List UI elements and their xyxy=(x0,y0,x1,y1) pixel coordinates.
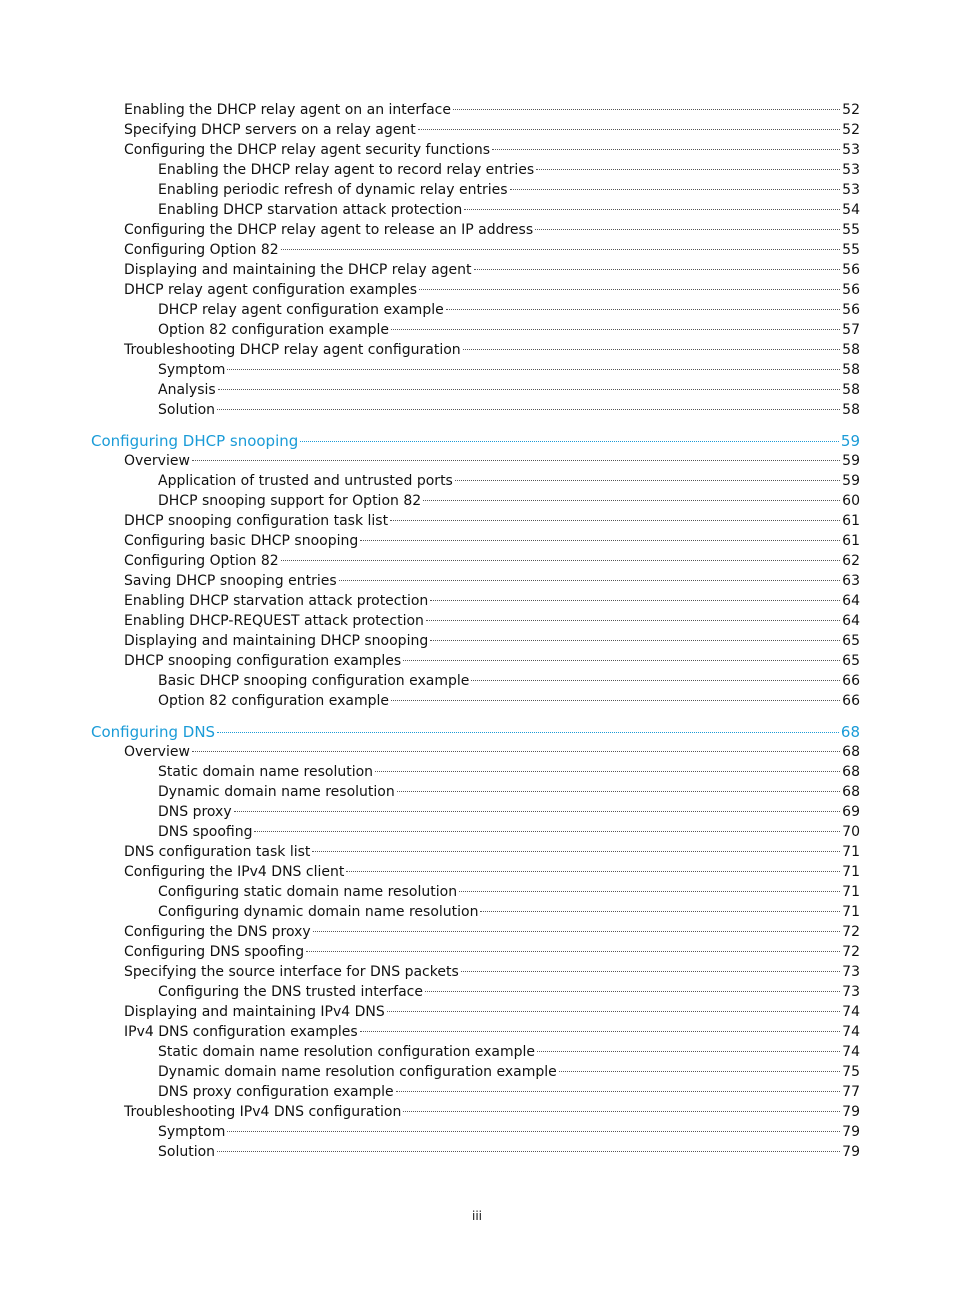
dot-leader xyxy=(281,560,841,561)
toc-entry-title: Application of trusted and untrusted ports xyxy=(158,473,453,489)
dot-leader xyxy=(430,600,840,601)
toc-entry-link[interactable] xyxy=(124,922,860,942)
dot-leader xyxy=(403,1111,840,1112)
toc-entry-link[interactable] xyxy=(124,220,860,240)
dot-leader xyxy=(423,500,840,501)
toc-entry-title: Analysis xyxy=(158,382,216,398)
toc-entry-title: Enabling DHCP starvation attack protection xyxy=(158,202,463,218)
toc-entry-link[interactable] xyxy=(124,260,860,280)
dot-leader xyxy=(459,891,840,892)
toc-entry-title: Displaying and maintaining DHCP snooping xyxy=(124,633,429,649)
toc-entry-page: 58 xyxy=(842,362,860,378)
toc-entry-title: DHCP relay agent configuration example xyxy=(158,302,444,318)
dot-leader xyxy=(559,1071,840,1072)
toc-entry-title: Symptom xyxy=(158,1124,226,1140)
toc-entry-link[interactable] xyxy=(158,491,860,511)
toc-entry-page: 79 xyxy=(842,1144,860,1160)
toc-entry-link[interactable] xyxy=(124,742,860,762)
toc-entry-page: 56 xyxy=(842,262,860,278)
dot-leader xyxy=(418,129,840,130)
toc-entry-link[interactable] xyxy=(124,240,860,260)
toc-entry-title: Saving DHCP snooping entries xyxy=(124,573,337,589)
toc-entry-link[interactable] xyxy=(158,160,860,180)
toc-entry-title: Overview xyxy=(124,453,190,469)
dot-leader xyxy=(306,951,840,952)
toc-entry-title: Configuring static domain name resolution xyxy=(158,884,458,900)
toc-entry-title: DNS configuration task list xyxy=(124,844,311,860)
toc-entry-page: 63 xyxy=(842,573,860,589)
toc-entry-page: 61 xyxy=(842,533,860,549)
toc-entry-page: 56 xyxy=(842,282,860,298)
toc-entry-title: IPv4 DNS configuration examples xyxy=(124,1024,358,1040)
dot-leader xyxy=(313,931,840,932)
toc-entry-page: 74 xyxy=(842,1044,860,1060)
toc-entry-page: 65 xyxy=(842,653,860,669)
toc-entry-page: 71 xyxy=(842,864,860,880)
toc-entry-link[interactable] xyxy=(158,360,860,380)
toc-entry-title: Displaying and maintaining IPv4 DNS xyxy=(124,1004,385,1020)
dot-leader xyxy=(387,1011,840,1012)
toc-entry-link[interactable] xyxy=(124,280,860,300)
toc-entry-link[interactable] xyxy=(124,551,860,571)
toc-entry-page: 64 xyxy=(842,613,860,629)
dot-leader xyxy=(234,811,841,812)
toc-entry-page: 71 xyxy=(842,844,860,860)
toc-entry-link[interactable] xyxy=(158,400,860,420)
toc-entry-page: 59 xyxy=(840,432,860,450)
toc-entry-title: Enabling the DHCP relay agent on an interface xyxy=(124,102,451,118)
toc-entry-title: DHCP snooping configuration task list xyxy=(124,513,389,529)
toc-entry-link[interactable] xyxy=(158,671,860,691)
toc-entry-page: 64 xyxy=(842,593,860,609)
page-number: iii xyxy=(471,1209,482,1223)
dot-leader xyxy=(426,620,840,621)
toc-entry-page: 55 xyxy=(842,242,860,258)
toc-entry-link[interactable] xyxy=(158,1042,860,1062)
toc-entry-title: Configuring basic DHCP snooping xyxy=(124,533,359,549)
toc-entry-page: 52 xyxy=(842,102,860,118)
toc-entry-title: DHCP relay agent configuration examples xyxy=(124,282,418,298)
toc-entry-title: Troubleshooting DHCP relay agent configuration xyxy=(124,342,461,358)
toc-entry-link[interactable] xyxy=(124,631,860,651)
toc-entry-link[interactable] xyxy=(158,882,860,902)
dot-leader xyxy=(339,580,841,581)
dot-leader xyxy=(471,680,840,681)
toc-entry-page: 74 xyxy=(842,1024,860,1040)
toc-entry-link[interactable] xyxy=(124,1102,860,1122)
toc-entry-title: Basic DHCP snooping configuration example xyxy=(158,673,470,689)
dot-leader xyxy=(535,229,840,230)
toc-entry-link[interactable] xyxy=(158,802,860,822)
toc-entry-page: 57 xyxy=(842,322,860,338)
dot-leader xyxy=(192,460,840,461)
toc-entry-page: 56 xyxy=(842,302,860,318)
toc-entry-title: Displaying and maintaining the DHCP relay agent xyxy=(124,262,472,278)
toc-entry-page: 65 xyxy=(842,633,860,649)
dot-leader xyxy=(463,349,841,350)
table-of-contents xyxy=(0,100,954,1162)
toc-entry-title: Configuring Option 82 xyxy=(124,242,279,258)
toc-entry-link[interactable] xyxy=(158,1142,860,1162)
toc-entry-link[interactable] xyxy=(158,762,860,782)
toc-entry-title: Configuring the DHCP relay agent to release an IP address xyxy=(124,222,534,238)
toc-entry-page: 58 xyxy=(842,342,860,358)
toc-entry-page: 58 xyxy=(842,382,860,398)
toc-entry-title: Configuring the DNS proxy xyxy=(124,924,311,940)
toc-entry-link[interactable] xyxy=(158,691,860,711)
toc-entry-title: Configuring the DHCP relay agent security functions xyxy=(124,142,491,158)
toc-entry-page: 71 xyxy=(842,904,860,920)
toc-entry-page: 77 xyxy=(842,1084,860,1100)
toc-entry-title: Enabling DHCP-REQUEST attack protection xyxy=(124,613,424,629)
toc-entry-link[interactable] xyxy=(158,1062,860,1082)
dot-leader xyxy=(192,751,840,752)
toc-entry-link[interactable] xyxy=(124,611,860,631)
toc-entry-page: 75 xyxy=(842,1064,860,1080)
toc-entry-page: 72 xyxy=(842,944,860,960)
toc-entry-page: 61 xyxy=(842,513,860,529)
toc-entry-link[interactable] xyxy=(124,651,860,671)
toc-entry-link[interactable] xyxy=(124,531,860,551)
dot-leader xyxy=(453,109,840,110)
toc-entry-page: 55 xyxy=(842,222,860,238)
toc-entry-page: 52 xyxy=(842,122,860,138)
toc-entry-title: DNS proxy configuration example xyxy=(158,1084,394,1100)
toc-entry-link[interactable] xyxy=(124,1022,860,1042)
dot-leader xyxy=(403,660,840,661)
dot-leader xyxy=(254,831,840,832)
toc-entry-link[interactable] xyxy=(124,120,860,140)
toc-entry-title: Option 82 configuration example xyxy=(158,322,390,338)
toc-entry-link[interactable] xyxy=(124,591,860,611)
toc-entry-title: Solution xyxy=(158,402,216,418)
dot-leader xyxy=(425,991,840,992)
toc-entry-title: Configuring DNS spoofing xyxy=(124,944,305,960)
toc-entry-title: Configuring DNS xyxy=(91,723,216,741)
toc-entry-page: 73 xyxy=(842,984,860,1000)
dot-leader xyxy=(461,971,840,972)
toc-entry-link[interactable] xyxy=(158,300,860,320)
toc-entry-link[interactable] xyxy=(158,1082,860,1102)
toc-entry-title: Enabling periodic refresh of dynamic relay entries xyxy=(158,182,508,198)
toc-entry-link[interactable] xyxy=(158,902,860,922)
toc-entry-page: 71 xyxy=(842,884,860,900)
dot-leader xyxy=(346,871,840,872)
toc-entry-title: DNS proxy xyxy=(158,804,232,820)
dot-leader xyxy=(312,851,840,852)
toc-entry-page: 79 xyxy=(842,1104,860,1120)
toc-entry-title: Configuring the DNS trusted interface xyxy=(158,984,423,1000)
toc-entry-link[interactable] xyxy=(158,380,860,400)
toc-entry-title: Solution xyxy=(158,1144,216,1160)
dot-leader xyxy=(396,1091,841,1092)
section-gap xyxy=(0,420,954,431)
toc-entry-page: 59 xyxy=(842,453,860,469)
dot-leader xyxy=(360,540,840,541)
toc-entry-page: 60 xyxy=(842,493,860,509)
toc-entry-title: Troubleshooting IPv4 DNS configuration xyxy=(124,1104,402,1120)
toc-entry-page: 66 xyxy=(842,693,860,709)
toc-entry-link[interactable] xyxy=(124,962,860,982)
toc-entry-link[interactable] xyxy=(158,180,860,200)
toc-entry-page: 72 xyxy=(842,924,860,940)
dot-leader xyxy=(464,209,840,210)
toc-entry-title: Configuring Option 82 xyxy=(124,553,279,569)
dot-leader xyxy=(537,1051,840,1052)
dot-leader xyxy=(375,771,840,772)
toc-entry-title: Specifying the source interface for DNS packets xyxy=(124,964,459,980)
dot-leader xyxy=(474,269,841,270)
toc-entry-page: 54 xyxy=(842,202,860,218)
dot-leader xyxy=(390,520,840,521)
dot-leader xyxy=(446,309,840,310)
dot-leader xyxy=(492,149,840,150)
dot-leader xyxy=(217,1151,840,1152)
toc-entry-title: Option 82 configuration example xyxy=(158,693,390,709)
dot-leader xyxy=(227,1131,840,1132)
toc-entry-link[interactable] xyxy=(158,982,860,1002)
dot-leader xyxy=(391,700,840,701)
toc-entry-page: 66 xyxy=(842,673,860,689)
dot-leader xyxy=(480,911,840,912)
toc-entry-title: Overview xyxy=(124,744,190,760)
toc-entry-title: Dynamic domain name resolution xyxy=(158,784,395,800)
toc-entry-page: 69 xyxy=(842,804,860,820)
toc-entry-page: 70 xyxy=(842,824,860,840)
toc-entry-link[interactable] xyxy=(158,782,860,802)
toc-entry-link[interactable] xyxy=(124,862,860,882)
toc-entry-link[interactable] xyxy=(158,822,860,842)
section-gap xyxy=(0,711,954,722)
toc-entry-page: 58 xyxy=(842,402,860,418)
dot-leader xyxy=(360,1031,840,1032)
toc-entry-title: DNS spoofing xyxy=(158,824,253,840)
dot-leader xyxy=(391,329,840,330)
dot-leader xyxy=(217,732,839,733)
dot-leader xyxy=(510,189,841,190)
dot-leader xyxy=(397,791,840,792)
dot-leader xyxy=(430,640,840,641)
toc-chapter-link[interactable] xyxy=(91,431,860,451)
toc-entry-link[interactable] xyxy=(158,320,860,340)
toc-entry-title: DHCP snooping support for Option 82 xyxy=(158,493,422,509)
dot-leader xyxy=(217,409,840,410)
toc-chapter-link[interactable] xyxy=(91,722,860,742)
toc-entry-title: Configuring DHCP snooping xyxy=(91,432,299,450)
toc-entry-link[interactable] xyxy=(124,511,860,531)
toc-entry-link[interactable] xyxy=(158,200,860,220)
toc-entry-link[interactable] xyxy=(124,451,860,471)
toc-entry-link[interactable] xyxy=(124,942,860,962)
toc-entry-title: Static domain name resolution configuration example xyxy=(158,1044,536,1060)
toc-entry-link[interactable] xyxy=(124,842,860,862)
toc-entry-page: 62 xyxy=(842,553,860,569)
toc-entry-title: DHCP snooping configuration examples xyxy=(124,653,402,669)
toc-entry-page: 68 xyxy=(842,784,860,800)
toc-entry-title: Enabling the DHCP relay agent to record relay entries xyxy=(158,162,535,178)
toc-entry-page: 74 xyxy=(842,1004,860,1020)
dot-leader xyxy=(419,289,840,290)
toc-entry-link[interactable] xyxy=(158,471,860,491)
toc-entry-link[interactable] xyxy=(158,1122,860,1142)
toc-entry-title: Static domain name resolution xyxy=(158,764,374,780)
toc-entry-page: 73 xyxy=(842,964,860,980)
toc-entry-page: 68 xyxy=(842,764,860,780)
dot-leader xyxy=(281,249,841,250)
toc-entry-title: Enabling DHCP starvation attack protection xyxy=(124,593,429,609)
toc-entry-page: 79 xyxy=(842,1124,860,1140)
toc-entry-title: Dynamic domain name resolution configuration example xyxy=(158,1064,557,1080)
toc-entry-link[interactable] xyxy=(124,100,860,120)
toc-entry-title: Specifying DHCP servers on a relay agent xyxy=(124,122,416,138)
toc-entry-page: 59 xyxy=(842,473,860,489)
toc-entry-page: 68 xyxy=(840,723,860,741)
toc-entry-link[interactable] xyxy=(124,1002,860,1022)
dot-leader xyxy=(227,369,840,370)
toc-entry-link[interactable] xyxy=(124,571,860,591)
toc-entry-title: Symptom xyxy=(158,362,226,378)
toc-entry-page: 53 xyxy=(842,142,860,158)
dot-leader xyxy=(218,389,840,390)
toc-entry-link[interactable] xyxy=(124,140,860,160)
dot-leader xyxy=(536,169,840,170)
toc-entry-page: 53 xyxy=(842,162,860,178)
dot-leader xyxy=(300,441,839,442)
toc-entry-page: 68 xyxy=(842,744,860,760)
dot-leader xyxy=(455,480,840,481)
toc-entry-title: Configuring dynamic domain name resolution xyxy=(158,904,479,920)
toc-entry-link[interactable] xyxy=(124,340,860,360)
toc-entry-page: 53 xyxy=(842,182,860,198)
toc-entry-title: Configuring the IPv4 DNS client xyxy=(124,864,345,880)
